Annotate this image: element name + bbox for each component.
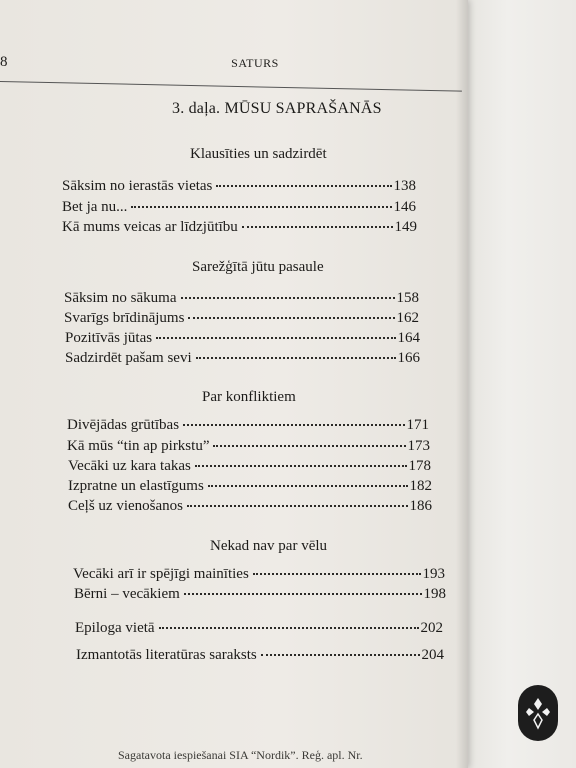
toc-entry-page: 173	[407, 438, 430, 454]
section-heading: Sarežģītā jūtu pasaule	[192, 259, 324, 275]
leader-dots	[184, 593, 422, 595]
toc-entry-epilogue[interactable]	[75, 620, 443, 637]
toc-entry-page: 166	[397, 350, 420, 366]
toc-entry-page: 149	[394, 219, 417, 235]
leader-dots	[253, 573, 421, 575]
toc-entry-bibliography[interactable]	[76, 647, 444, 664]
toc-entry[interactable]	[74, 586, 446, 603]
header-rule	[0, 81, 462, 92]
page-edge-shadow	[456, 0, 468, 768]
toc-entry-page: 204	[421, 647, 444, 663]
toc-entry-title: Bet ja nu...	[62, 199, 128, 215]
leader-dots	[156, 337, 395, 339]
leader-dots	[183, 424, 404, 426]
toc-entry[interactable]	[64, 310, 419, 327]
page-number: 8	[0, 54, 8, 70]
leader-dots	[261, 654, 420, 656]
diamond-emblem-icon	[518, 685, 558, 741]
toc-entry-title: Svarīgs brīdinājums	[64, 310, 185, 326]
leader-dots	[208, 485, 408, 487]
leader-dots	[131, 206, 391, 208]
toc-entry-page: 164	[397, 330, 420, 346]
toc-entry[interactable]	[62, 219, 417, 236]
section-heading: Klausīties un sadzirdēt	[190, 146, 327, 162]
toc-entry-page: 162	[396, 310, 419, 326]
toc-entry[interactable]	[67, 438, 430, 455]
toc-entry-page: 198	[423, 586, 446, 602]
toc-entry-page: 158	[396, 290, 419, 306]
toc-entry-title: Izpratne un elastīgums	[68, 478, 204, 494]
toc-entry-title: Sāksim no sākuma	[64, 290, 177, 306]
toc-entry-page: 146	[393, 199, 416, 215]
toc-entry[interactable]	[65, 350, 420, 367]
section-heading: Par konfliktiem	[202, 389, 296, 405]
leader-dots	[187, 505, 408, 507]
toc-entry-title: Divējādas grūtības	[67, 417, 180, 433]
toc-entry[interactable]	[68, 478, 432, 495]
toc-entry[interactable]	[65, 330, 420, 347]
toc-entry-title: Sāksim no ierastās vietas	[62, 178, 213, 194]
facing-page	[462, 0, 576, 768]
toc-entry-page: 171	[406, 417, 429, 433]
leader-dots	[213, 445, 405, 447]
toc-entry[interactable]	[62, 199, 416, 216]
toc-entry-title: Kā mūs “tin ap pirkstu”	[67, 438, 210, 454]
toc-entry[interactable]	[68, 498, 432, 515]
toc-entry-page: 182	[409, 478, 432, 494]
toc-entry-title: Epiloga vietā	[75, 620, 155, 636]
toc-entry-title: Vecāki uz kara takas	[68, 458, 191, 474]
leader-dots	[242, 226, 393, 228]
running-head: SATURS	[231, 56, 279, 70]
toc-entry-title: Bērni – vecākiem	[74, 586, 180, 602]
toc-entry[interactable]	[67, 417, 429, 434]
toc-entry-title: Kā mums veicas ar līdzjūtību	[62, 219, 238, 235]
toc-entry-title: Izmantotās literatūras saraksts	[76, 647, 257, 663]
toc-entry-title: Sadzirdēt pašam sevi	[65, 350, 192, 366]
toc-entry-title: Ceļš uz vienošanos	[68, 498, 183, 514]
section-heading: Nekad nav par vēlu	[210, 538, 328, 554]
leader-dots	[181, 297, 395, 299]
leader-dots	[196, 357, 396, 359]
leader-dots	[159, 627, 419, 629]
toc-entry-page: 186	[409, 498, 432, 514]
toc-entry-title: Vecāki arī ir spējīgi mainīties	[73, 566, 249, 582]
toc-entry-page: 202	[420, 620, 443, 636]
toc-entry[interactable]	[68, 458, 431, 475]
toc-entry[interactable]	[62, 178, 416, 195]
toc-entry-page: 193	[422, 566, 445, 582]
toc-entry-page: 138	[393, 178, 416, 194]
toc-entry-page: 178	[408, 458, 431, 474]
toc-entry[interactable]	[73, 566, 445, 583]
leader-dots	[216, 185, 391, 187]
leader-dots	[188, 317, 394, 319]
diamond-emblem-icon-svg	[525, 696, 551, 730]
part-title: 3. daļa. MŪSU SAPRAŠANĀS	[172, 100, 382, 117]
leader-dots	[195, 465, 407, 467]
imprint-footer: Sagatavota iespiešanai SIA “Nordik”. Reģ. apl. Nr.	[118, 748, 363, 762]
toc-entry[interactable]	[64, 290, 419, 307]
toc-entry-title: Pozitīvās jūtas	[65, 330, 153, 346]
